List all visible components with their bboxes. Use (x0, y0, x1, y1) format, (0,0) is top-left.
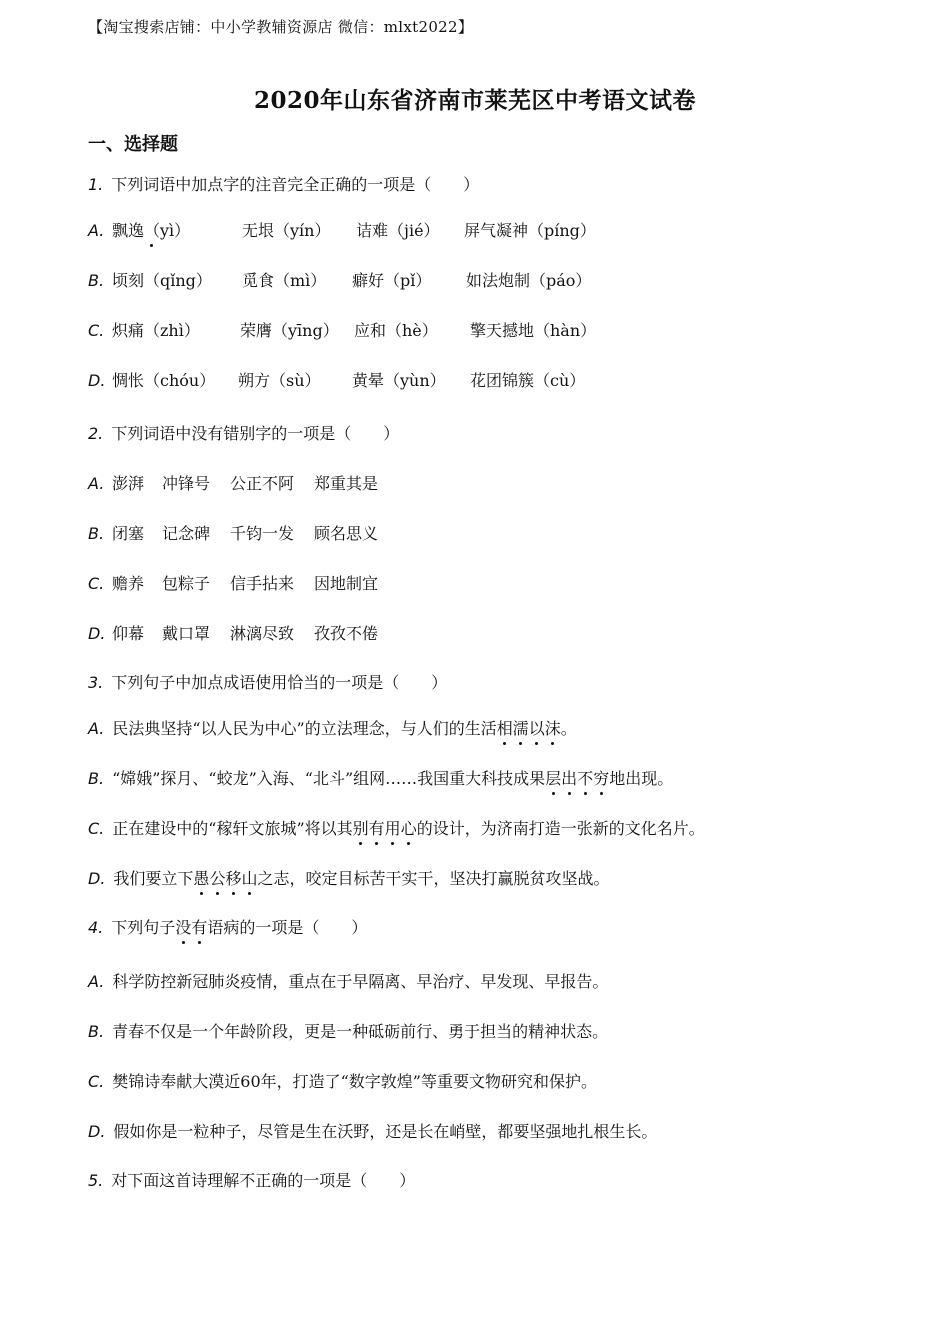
option-letter: B. (88, 769, 105, 788)
option-item: 觅食（mì） (242, 271, 327, 290)
sentence-text: 科学防控新冠肺炎疫情，重点在于早隔离、早治疗、早发现、早报告。 (112, 972, 609, 991)
dotted-char: 有 (191, 918, 208, 937)
option-letter: B. (88, 524, 105, 543)
question-stem: 下列句子 (111, 918, 176, 937)
dotted-char: 移 (225, 869, 242, 888)
option-item: 诘难（jié） (356, 221, 440, 240)
option-item: 戴口罩 (162, 624, 211, 643)
dotted-char: 山 (241, 869, 258, 888)
dotted-char: 别 (352, 819, 369, 838)
option-item: 黄晕（yùn） (352, 371, 446, 390)
option-item: 应和（hè） (354, 321, 438, 340)
dotted-char: 没 (175, 918, 192, 937)
sentence-text: 之志，咬定目标苦干实干，坚决打赢脱贫攻坚战。 (257, 869, 610, 888)
option-item: 如法炮制（páo） (466, 271, 592, 290)
q1-option-a (88, 220, 848, 244)
option-item: 仰幕 (112, 624, 145, 643)
q2-option-b (88, 523, 588, 547)
option-item: 荣膺（yīng） (240, 321, 339, 340)
option-item: 闭塞 (112, 524, 145, 543)
option-item: 孜孜不倦 (314, 624, 379, 643)
dotted-char: 公 (209, 869, 226, 888)
sentence-text: 民法典坚持“以人民为中心”的立法理念，与人们的生活 (112, 719, 497, 738)
option-item: 郑重其是 (314, 474, 379, 493)
question-5 (88, 1170, 415, 1192)
dotted-char: 相 (496, 719, 513, 738)
option-item: 炽痛（zhì） (112, 321, 200, 340)
question-number: 2. (88, 424, 104, 443)
q1-option-b (88, 270, 848, 294)
dotted-char: 以 (528, 719, 545, 738)
q3-option-a (88, 718, 577, 740)
option-letter: A. (88, 972, 105, 991)
option-letter: C. (88, 1072, 105, 1091)
q3-option-d (88, 868, 610, 890)
option-item: 冲锋号 (162, 474, 211, 493)
question-stem: 下列词语中没有错别字的一项是（ ） (111, 424, 400, 443)
option-letter: B. (88, 271, 105, 290)
question-stem: 语病的一项是（ ） (207, 918, 368, 937)
dotted-char: 沫 (544, 719, 561, 738)
option-item: 包粽子 (162, 574, 211, 593)
option-item: 癖好（pǐ） (352, 271, 432, 290)
sentence-text: “嫦娥”探月、“蛟龙”入海、“北斗”组网……我国重大科技成果 (112, 769, 546, 788)
option-item: 飘逸（yì） (112, 221, 191, 240)
sentence-text: 假如你是一粒种子，尽管是生在沃野，还是长在峭壁，都要坚强地扎根生长。 (113, 1122, 658, 1141)
option-letter: C. (88, 819, 105, 838)
question-number: 1. (88, 175, 104, 194)
option-letter: D. (88, 371, 106, 390)
question-stem: 下列词语中加点字的注音完全正确的一项是（ ） (111, 175, 480, 194)
option-item: 千钧一发 (230, 524, 295, 543)
option-item: 信手拈来 (230, 574, 295, 593)
option-letter: A. (88, 719, 105, 738)
sentence-text: 地出现。 (609, 769, 674, 788)
option-letter: B. (88, 1022, 105, 1041)
question-1 (88, 174, 479, 196)
option-letter: A. (88, 474, 105, 493)
dotted-word (175, 918, 207, 937)
q4-option-c (88, 1071, 597, 1093)
question-number: 4. (88, 918, 104, 937)
option-item: 因地制宜 (314, 574, 379, 593)
q2-option-a (88, 473, 588, 497)
dotted-char: 愚 (193, 869, 210, 888)
q4-option-b (88, 1021, 608, 1043)
dotted-idiom (193, 869, 257, 888)
dotted-char: 心 (400, 819, 417, 838)
dotted-char: 濡 (512, 719, 529, 738)
q4-option-a (88, 971, 608, 993)
sentence-text: 樊锦诗奉献大漠近60年，打造了“数字敦煌”等重要文物研究和保护。 (112, 1072, 597, 1091)
dotted-char: 用 (384, 819, 401, 838)
option-item: 朔方（sù） (238, 371, 321, 390)
option-item: 顾名思义 (314, 524, 379, 543)
q3-option-c (88, 818, 705, 840)
question-3 (88, 672, 447, 694)
option-item: 淋漓尽致 (230, 624, 295, 643)
dotted-idiom (353, 819, 417, 838)
question-4 (88, 917, 367, 939)
dotted-char: 层 (545, 769, 562, 788)
question-number: 3. (88, 673, 104, 692)
option-item: 无垠（yín） (242, 221, 331, 240)
q2-option-d (88, 623, 588, 647)
sentence-text: 正在建设中的“稼轩文旅城”将以其 (112, 819, 353, 838)
option-letter: C. (88, 321, 105, 340)
option-letter: D. (88, 869, 106, 888)
option-item: 顷刻（qǐng） (112, 271, 212, 290)
dotted-char: 出 (561, 769, 578, 788)
question-2 (88, 423, 399, 445)
option-letter: D. (88, 1122, 106, 1141)
question-stem: 下列句子中加点成语使用恰当的一项是（ ） (111, 673, 448, 692)
option-letter: C. (88, 574, 105, 593)
document-title: 2020年山东省济南市莱芜区中考语文试卷 (253, 87, 696, 114)
dotted-char: 穷 (593, 769, 610, 788)
q1-option-c (88, 320, 848, 344)
dotted-char: 不 (577, 769, 594, 788)
q2-option-c (88, 573, 588, 597)
header-note: 【淘宝搜索店铺：中小学教辅资源店 微信：mlxt2022】 (88, 18, 474, 36)
sentence-text: 青春不仅是一个年龄阶段，更是一种砥砺前行、勇于担当的精神状态。 (112, 1022, 609, 1041)
dotted-idiom (497, 719, 561, 738)
section-heading: 一、选择题 (88, 134, 178, 155)
question-stem: 对下面这首诗理解不正确的一项是（ ） (111, 1171, 416, 1190)
sentence-text: 我们要立下 (113, 869, 194, 888)
dotted-char: 有 (368, 819, 385, 838)
option-item: 花团锦簇（cù） (470, 371, 586, 390)
option-item: 屏气凝神（píng） (464, 221, 596, 240)
option-item: 惆怅（chóu） (112, 371, 216, 390)
q4-option-d (88, 1121, 657, 1143)
option-item: 赡养 (112, 574, 145, 593)
option-item: 澎湃 (112, 474, 145, 493)
dotted-idiom (545, 769, 609, 788)
sentence-text: 。 (560, 719, 577, 738)
option-item: 公正不阿 (230, 474, 295, 493)
option-item: 记念碑 (162, 524, 211, 543)
option-letter: A. (88, 221, 105, 240)
option-letter: D. (88, 624, 106, 643)
q1-option-d (88, 370, 848, 394)
question-number: 5. (88, 1171, 104, 1190)
option-item: 擎天撼地（hàn） (470, 321, 597, 340)
sentence-text: 的设计，为济南打造一张新的文化名片。 (416, 819, 705, 838)
q3-option-b (88, 768, 673, 790)
